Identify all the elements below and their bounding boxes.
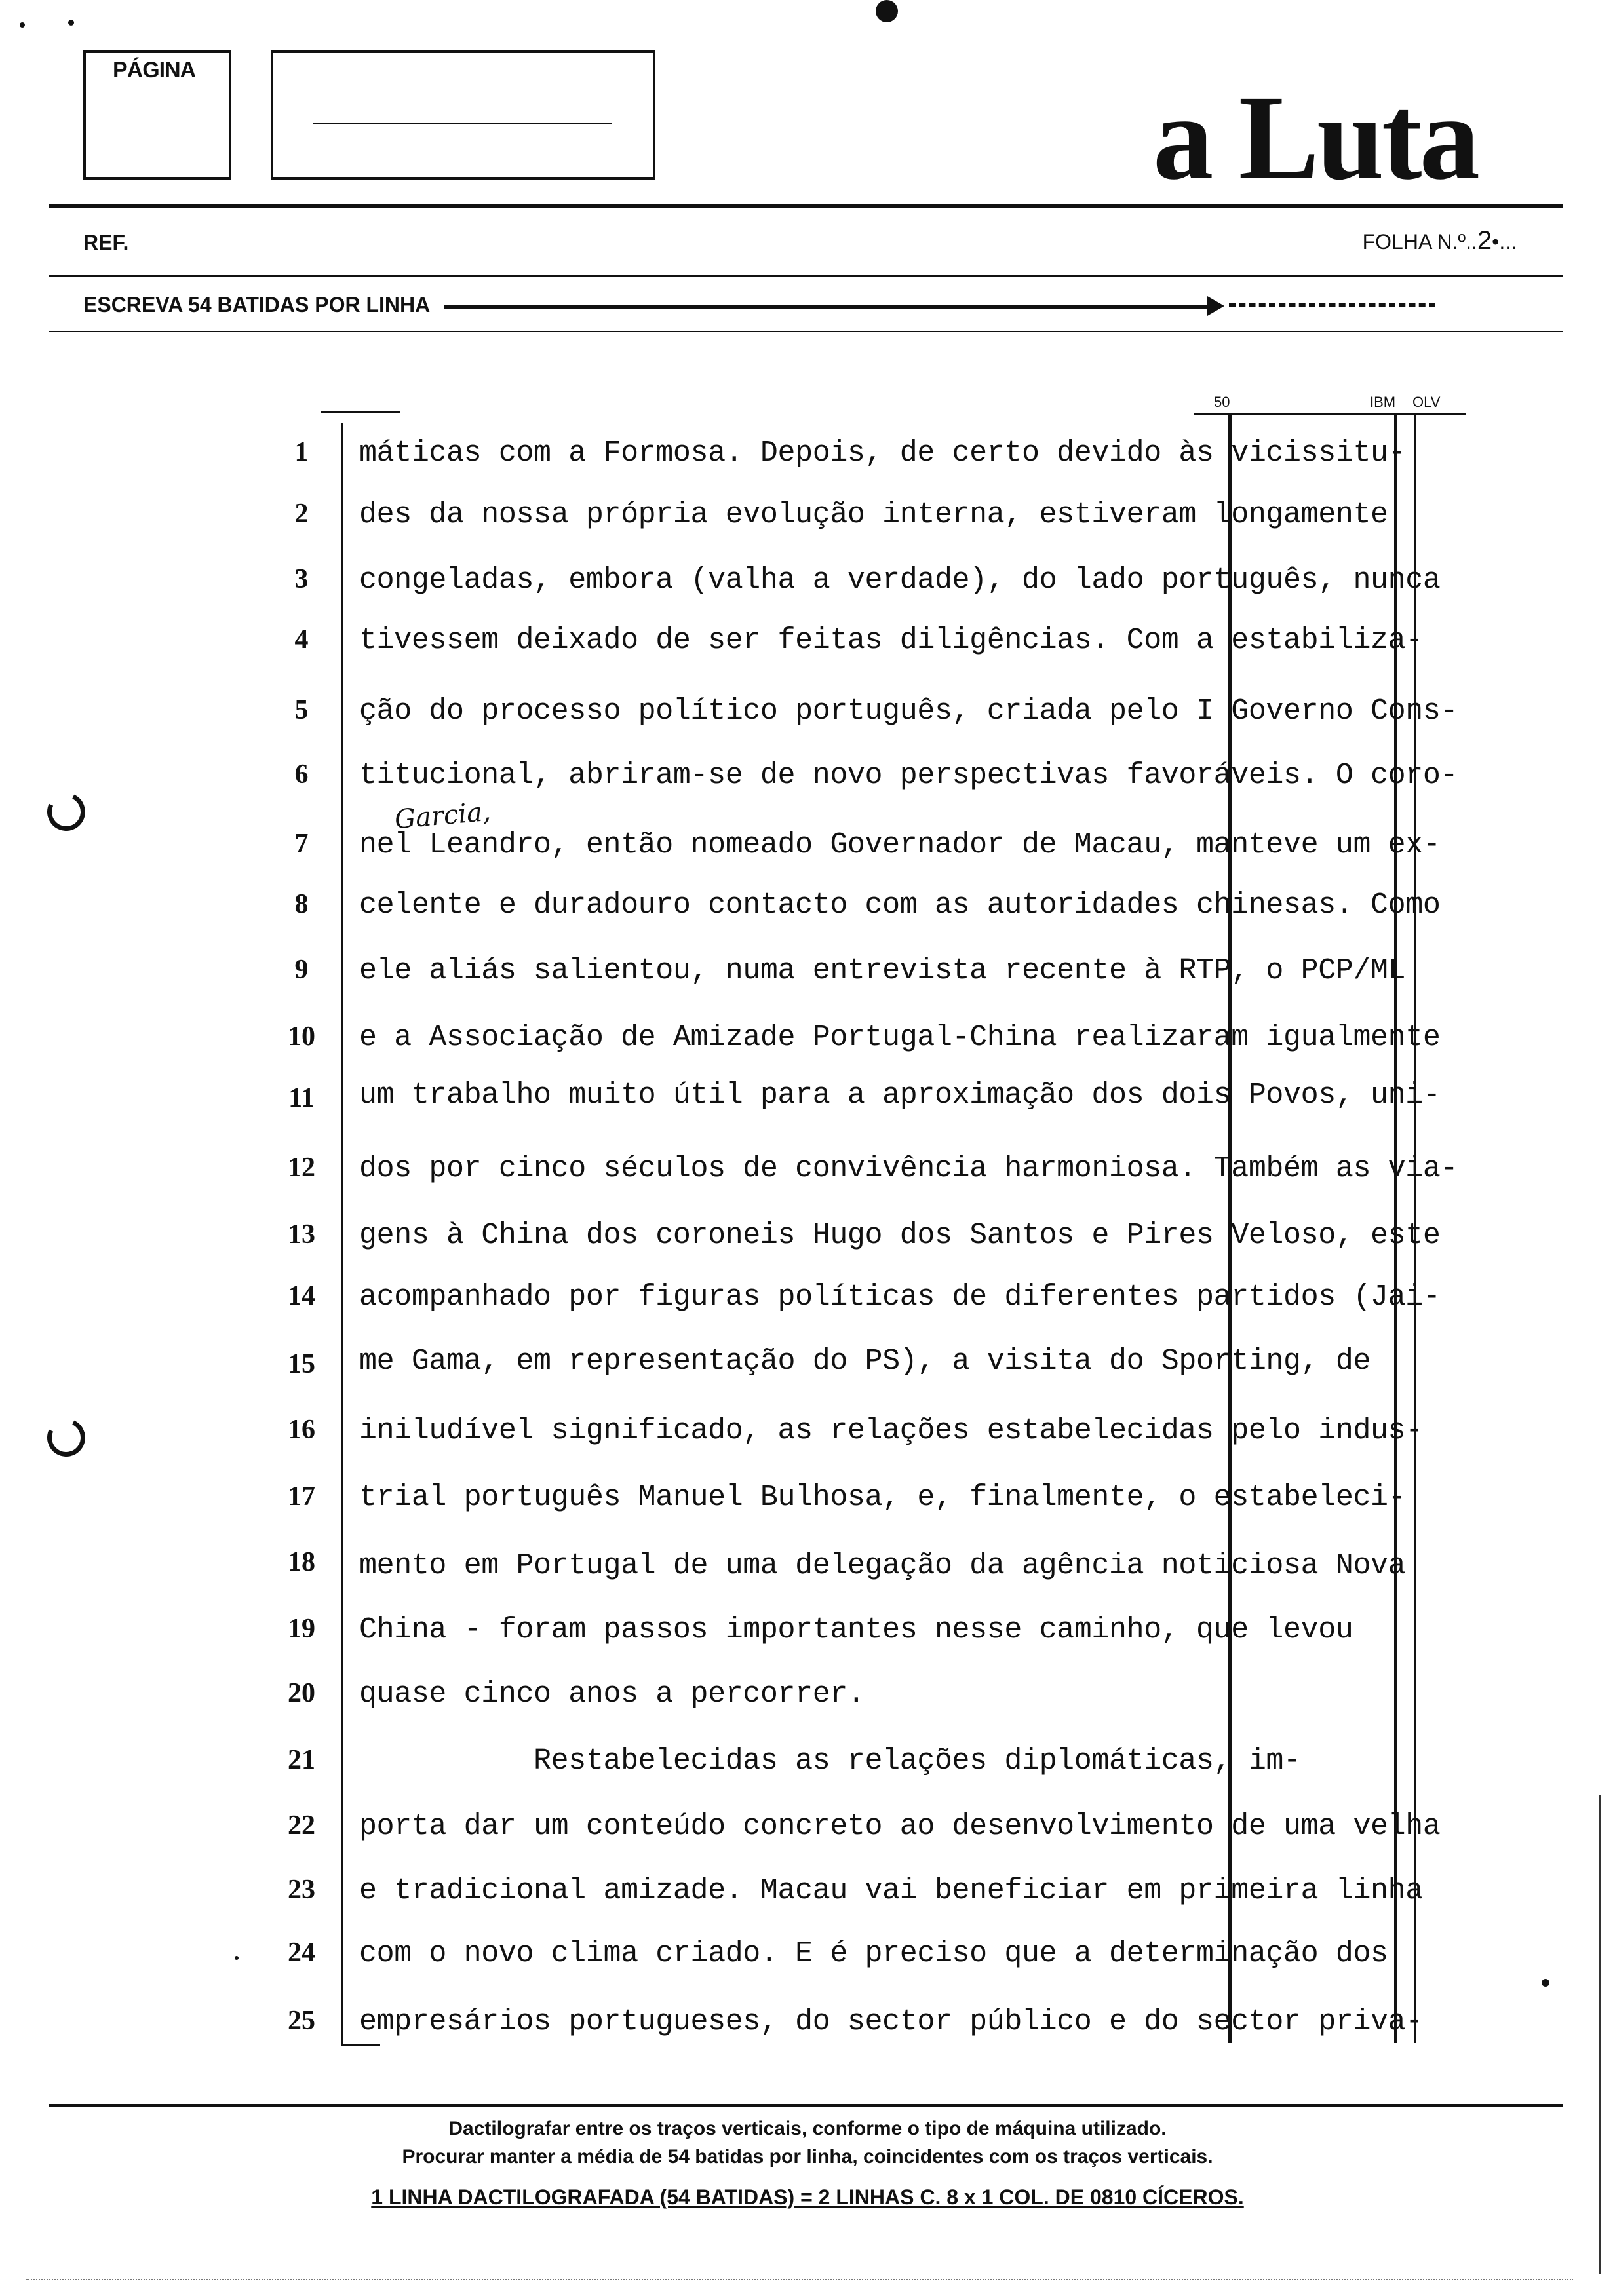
instruction-label: ESCREVA 54 BATIDAS POR LINHA [83,293,431,316]
folha-number-field: FOLHA N.º..2•... [1362,226,1517,255]
instruction-arrow-line [444,305,1214,309]
header-rule-bottom [49,331,1563,332]
arrow-right-icon [1207,296,1224,316]
footer-rule [49,2104,1563,2107]
typed-line: dos por cinco séculos de convivência harmoniosa. Também as via- [359,1152,1458,1185]
typed-line: China - foram passos importantes nesse caminho, que levou [359,1613,1353,1647]
line-number: 20 [288,1678,315,1708]
line-number: 7 [294,829,309,859]
punch-hole-icon [42,788,90,836]
line-number: 21 [288,1745,315,1775]
typed-line: gens à China dos coroneis Hugo dos Santos e Pires Veloso, este [359,1219,1441,1252]
line-number: 23 [288,1875,315,1905]
typed-line: acompanhado por figuras políticas de diferentes partidos (Jai- [359,1280,1441,1314]
typed-line: mento em Portugal de uma delegação da agência noticiosa Nova [359,1549,1406,1582]
line-number: 22 [288,1810,315,1841]
ink-speck [1542,1979,1549,1987]
line-number: 18 [288,1547,315,1577]
punch-hole-icon [42,1413,90,1462]
line-number: 8 [294,889,309,919]
line-number: 11 [288,1083,315,1113]
typed-line: celente e duradouro contacto com as autoridades chinesas. Como [359,889,1441,922]
marker-ibm: IBM [1370,394,1396,410]
typed-line: me Gama, em representação do PS), a visita do Sporting, de [359,1345,1371,1378]
line-number: 13 [288,1219,315,1250]
instruction-dashes [1229,303,1435,307]
typed-line: e a Associação de Amizade Portugal-China realizaram igualmente [359,1021,1441,1054]
blank-field-line [313,123,612,124]
right-edge [1599,1795,1601,2274]
typed-line: com o novo clima criado. E é preciso que a determinação dos [359,1937,1388,1970]
pagina-label: PÁGINA [113,58,196,83]
header-rule-middle [49,275,1563,277]
typed-line: congeladas, embora (valha a verdade), do lado português, nunca [359,564,1441,597]
line-number: 6 [294,759,309,790]
typed-line: titucional, abriram-se de novo perspectivas favoráveis. O coro- [359,759,1458,792]
footer-instruction-3: 1 LINHA DACTILOGRAFADA (54 BATIDAS) = 2 LINHAS C. 8 x 1 COL. DE 0810 CÍCEROS. [371,2185,1244,2209]
line-number: 9 [294,955,309,985]
line-number: 14 [288,1281,315,1311]
left-margin-rail [341,423,343,2046]
ink-speck [235,1956,239,1960]
line-number: 2 [294,499,309,529]
typed-line: nel Leandro, então nomeado Governador de Macau, manteve um ex- [359,828,1441,862]
left-margin-foot [341,2044,380,2046]
bottom-edge [26,2279,1573,2280]
header-rule-top [49,204,1563,208]
ink-speck [68,20,74,26]
typed-line: iniludível significado, as relações estabelecidas pelo indus- [359,1414,1423,1447]
ref-label: REF. [83,231,129,254]
typed-line: máticas com a Formosa. Depois, de certo devido às vicissitu- [359,436,1406,470]
typed-line: empresários portugueses, do sector público e do sector priva- [359,2005,1423,2038]
typed-line: tivessem deixado de ser feitas diligências. Com a estabiliza- [359,624,1423,657]
line-number: 4 [294,624,309,655]
typed-line: ele aliás salientou, numa entrevista recente à RTP, o PCP/ML [359,954,1406,987]
folha-number: 2 [1477,226,1492,255]
typed-line: trial português Manuel Bulhosa, e, finalmente, o estabeleci- [359,1481,1406,1514]
ink-speck [20,22,25,28]
marker-olv: OLV [1412,394,1441,410]
typed-line: ção do processo político português, criada pelo I Governo Cons- [359,695,1458,728]
ink-dot [876,0,898,22]
footer-instruction-2: Procurar manter a média de 54 batidas por linha, coincidentes com os traços verticais. [402,2146,1213,2168]
line-number: 3 [294,564,309,594]
line-number: 15 [288,1349,315,1379]
line-number: 1 [294,437,309,467]
handwritten-note: Garcia, [393,796,492,835]
typed-line: des da nossa própria evolução interna, estiveram longamente [359,498,1388,531]
line-number: 16 [288,1415,315,1445]
line-number: 12 [288,1153,315,1183]
line-number: 17 [288,1482,315,1512]
typed-line: porta dar um conteúdo concreto ao desenvolvimento de uma velha [359,1810,1441,1843]
typed-line: e tradicional amizade. Macau vai beneficiar em primeira linha [359,1874,1423,1907]
typed-line: um trabalho muito útil para a aproximação dos dois Povos, uni- [359,1079,1441,1112]
folha-label: FOLHA N.º [1362,230,1466,254]
typed-line: quase cinco anos a percorrer. [359,1677,865,1711]
line-number: 5 [294,695,309,725]
typed-line: Restabelecidas as relações diplomáticas, im- [359,1744,1301,1778]
column-marker-bar [1194,413,1466,415]
line-number: 24 [288,1938,315,1968]
blank-field-box [271,50,655,180]
marker-50: 50 [1214,394,1230,410]
left-margin-tick [321,411,400,413]
footer-instruction-1: Dactilografar entre os traços verticais, conforme o tipo de máquina utilizado. [448,2118,1167,2139]
line-number: 25 [288,2006,315,2036]
line-number: 19 [288,1614,315,1644]
masthead-logo: a Luta [1152,71,1477,205]
line-number: 10 [288,1022,315,1052]
